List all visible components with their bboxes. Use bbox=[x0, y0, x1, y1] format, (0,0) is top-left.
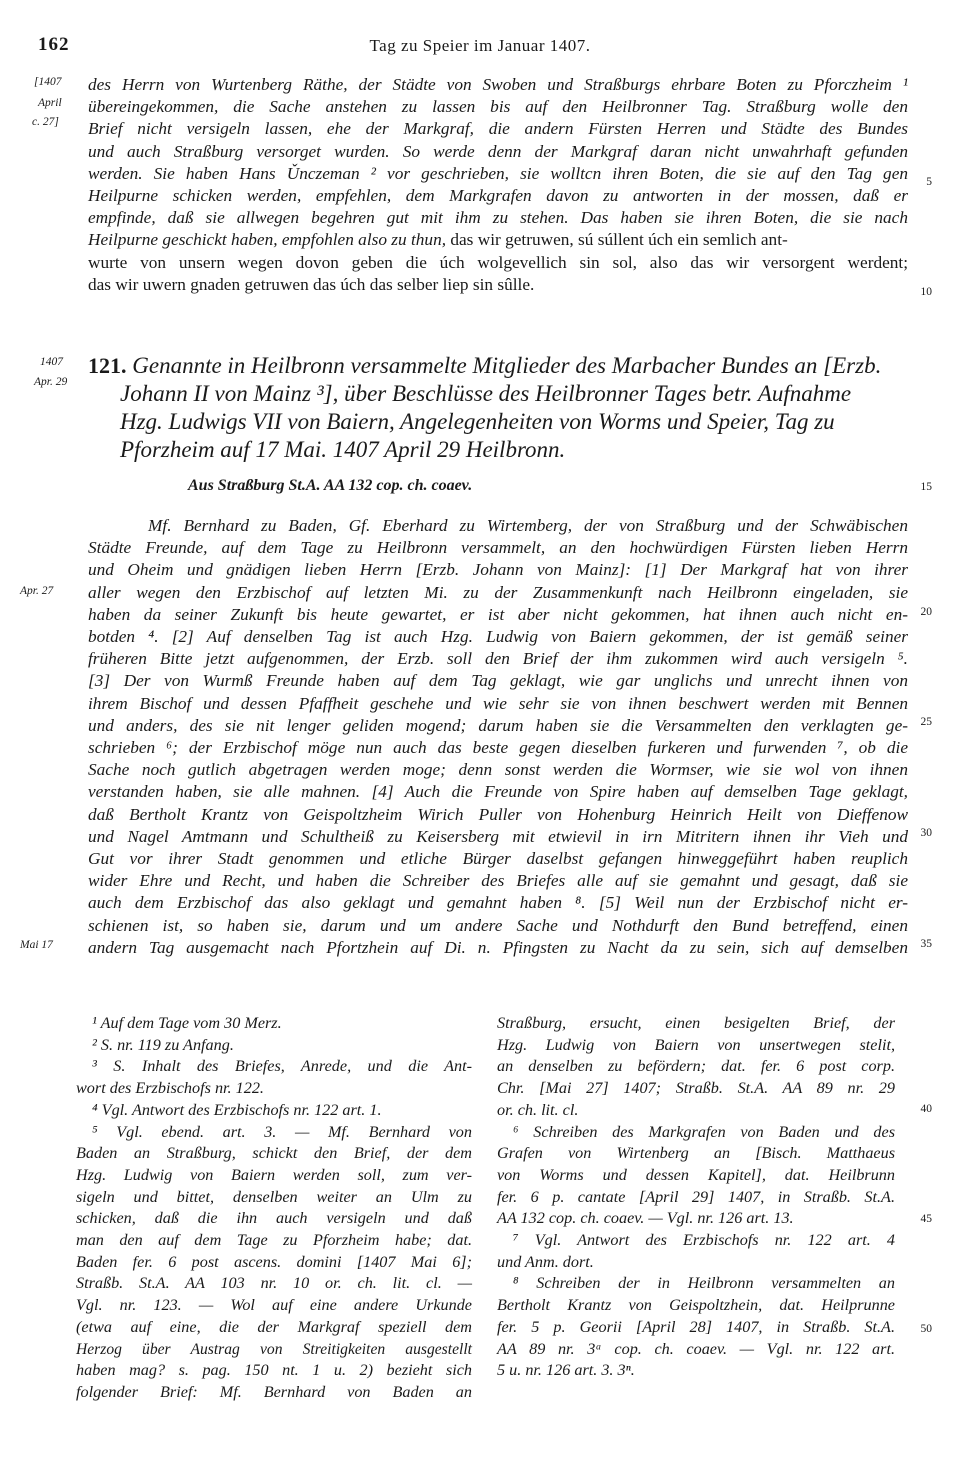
footnote-line: ⁷ Vgl. Antwort des Erzbischofs nr. 122 art. 4 bbox=[513, 1231, 895, 1250]
body-line: andern Tag ausgemacht nach Pfortzhein auf Di. n. Pfingsten zu Nacht da zu sein, sich auf demselben bbox=[88, 937, 908, 957]
margin-date-month: April bbox=[38, 97, 62, 109]
body-line: und anders, des sie nit lenger geliden mogend; darum haben sie die Versammelten den verklagten ge- bbox=[88, 715, 908, 735]
footnote-line: ² S. nr. 119 zu Anfang. bbox=[92, 1035, 234, 1054]
text-line: werden. Sie haben Hans Ǔnczeman ² vor geschrieben, sie wolltcn ihren Boten, die sie auf den Tag gen bbox=[88, 163, 908, 183]
footnote-line: sigeln und bittet, denselben weiter an Ulm zu bbox=[76, 1187, 472, 1206]
document-number: 121. bbox=[88, 353, 127, 378]
footnote-line: 5 u. nr. 126 art. 3. 3ⁿ. bbox=[497, 1361, 635, 1380]
body-line: [3] Der von Wurmß Freunde haben auf dem Tag geklagt, wie gar unglichs und unrecht ihnen von bbox=[88, 671, 908, 691]
heading-line: Johann II von Mainz ³], über Beschlüsse des Heilbronner Tages betr. Aufnahme bbox=[120, 381, 852, 406]
body-line: und Nagel Amtmann und Schultheiß zu Keisersberg mit etwievil in irn Mitritern ihnen ihr Vieh und bbox=[88, 826, 908, 846]
footnote-line: Hzg. Ludwig von Baiern von unsertwegen stelit, bbox=[497, 1035, 895, 1054]
text-segment: das wir getruwen, sú súllent úch ein semlich ant- bbox=[450, 230, 788, 250]
line-number: 50 bbox=[920, 1323, 932, 1335]
body-line: schienen ist, so haben sie, darum und um andere Sache und Nothdurft den Bund betreffend, einen bbox=[88, 915, 908, 935]
body-line: Mf. Bernhard zu Baden, Gf. Eberhard zu Wirtemberg, der von Straßburg und der Schwäbischen bbox=[148, 516, 908, 535]
footnote-line: fer. 5 p. Georii [April 28] 1407, in Straßb. St.A. bbox=[497, 1317, 895, 1336]
document-margin-date: Apr. 29 bbox=[34, 376, 68, 388]
footnote-line: folgender Brief: Mf. Bernhard von Baden an bbox=[76, 1382, 472, 1401]
body-line: Gut vor ihrer Stadt genommen und etliche Bürger daselbst gefangen hinweggeführt haben reuplich bbox=[88, 849, 908, 869]
footnote-line: Grafen von Wirtenberg an [Bisch. Matthaeus bbox=[497, 1144, 895, 1163]
footnote-line: Baden fer. 6 post ascens. domini [1407 Mai 6]; bbox=[76, 1252, 472, 1271]
footnote-line: wort des Erzbischofs nr. 122. bbox=[76, 1079, 264, 1098]
text-line: Brief nicht versigeln lassen, ehe der Markgraf, die andern Fürsten Herren und Städte des Bundes bbox=[88, 119, 908, 139]
body-line: aller wegen den Erzbischof auf letzten Mi. zu der Zusammenkunft nach Heilbronn eingeladen, sie bbox=[88, 582, 908, 602]
margin-date-apr27: Apr. 27 bbox=[20, 585, 54, 597]
footnote-line: Chr. [Mai 27] 1407; Straßb. St.A. AA 89 nr. 29 bbox=[497, 1079, 895, 1098]
body-line: und Oheim und gnädigen lieben Herrn [Erzb. Johann von Mainz]: [1] Der Markgraf hat von ihrer bbox=[88, 560, 908, 580]
document-heading bbox=[88, 352, 908, 464]
text-line: empfinde, daß sie allwegen begehren gut mit ihm zu stehen. Das haben sie ihren Boten, die sie nach bbox=[88, 208, 908, 228]
text-segment: Heilpurne geschickt haben, empfohlen also zu thun, bbox=[88, 230, 447, 250]
footnote-line: fer. 6 p. cantate [April 29] 1407, in Straßb. St.A. bbox=[497, 1187, 895, 1206]
intro-paragraph bbox=[88, 74, 908, 296]
body-line: auch dem Erzbischof das also geklagt und gemahnt haben ⁸. [5] Weil nun der Erzbischof nicht er- bbox=[88, 893, 908, 913]
text-line: des Herrn von Wurtenberg Räthe, der Städte von Swoben und Straßburgs ehrbare Boten zu Pforczheim ¹ bbox=[88, 75, 908, 94]
body-line: ihrem Bischof und dessen Pfaffheit geschehe und wie sehr sie von ihnen beschwert werden mit Bennen bbox=[88, 693, 908, 713]
text-line-mixed bbox=[88, 229, 908, 251]
footnote-line: Vgl. nr. 123. — Wol auf eine andere Urkunde bbox=[76, 1296, 472, 1315]
footnote-line: und Anm. dort. bbox=[497, 1252, 594, 1271]
body-line: wider Ehre und Recht, und haben die Schreiber des Briefes alle auf sie gemahnt und gesagt, daß sie bbox=[88, 871, 908, 891]
line-number: 40 bbox=[920, 1103, 932, 1115]
source-citation: Aus Straßburg St.A. AA 132 cop. ch. coaev. bbox=[188, 477, 473, 494]
running-title: Tag zu Speier im Januar 1407. bbox=[369, 36, 591, 55]
body-line: daß Bertholt Krantz von Geispoltzheim Wirich Puller von Hohenburg Heinrich Heilt von Dieffenow bbox=[88, 804, 908, 824]
heading-text: Genannte in Heilbronn versammelte Mitglieder des Marbacher Bundes an [Erzb. bbox=[132, 353, 882, 378]
footnote-line: ⁶ Schreiben des Markgrafen von Baden und des bbox=[513, 1122, 895, 1141]
footnote-line: or. ch. lit. cl. bbox=[497, 1100, 579, 1119]
footnotes-right-column bbox=[497, 1013, 895, 1382]
margin-date-mai17: Mai 17 bbox=[20, 939, 53, 951]
footnote-line: ⁴ Vgl. Antwort des Erzbischofs nr. 122 art. 1. bbox=[92, 1100, 382, 1119]
body-line: haben da seiner Zukunft bis heute gewartet, er ist aber nicht gekommen, hat ihnen auch nicht en- bbox=[88, 604, 908, 624]
line-number: 5 bbox=[926, 176, 932, 188]
line-number: 35 bbox=[920, 938, 932, 950]
footnote-line: man den auf dem Tage zu Pforzheim habe; dat. bbox=[76, 1231, 472, 1250]
text-line: Heilpurne schicken werden, empfehlen, dem Markgrafen davon zu antworten in der mossen, daß er bbox=[88, 186, 908, 206]
footnote-line: AA 89 nr. 3ᵃ cop. ch. coaev. — Vgl. nr. 122 art. bbox=[497, 1339, 895, 1358]
document-body bbox=[88, 515, 908, 959]
text-line: das wir uwern gnaden getruwen das úch das selber liep sin sûlle. bbox=[88, 274, 535, 294]
body-line: früheren Bitte jetzt aufgenommen, der Erzb. soll den Brief der ihm zukommen wird auch versigeln ⁵. bbox=[88, 649, 908, 669]
line-number: 20 bbox=[920, 606, 932, 618]
footnote-line: Hzg. Ludwig von Baiern werden soll, zum ver- bbox=[76, 1165, 472, 1184]
body-line: Sache noch gutlich abgetragen werden moge; denn sonst werden die Wormser, wie sie wol von ihnen bbox=[88, 760, 908, 780]
footnote-line: ⁵ Vgl. ebend. art. 3. — Mf. Bernhard von bbox=[92, 1122, 472, 1141]
footnote-line: Straßb. St.A. AA 103 nr. 10 or. ch. lit. cl. — bbox=[76, 1274, 472, 1293]
text-line: und auch Straßburg versorget wurden. So werde denn der Markgraf daran nicht unwahrhaft gefunden bbox=[88, 141, 908, 161]
footnote-line: Bertholt Krantz von Geispoltzhein, dat. Heilprunne bbox=[497, 1296, 895, 1315]
body-line: schrieben ⁶; der Erzbischof möge nun auch das beste gegen dieselben furkeren und furwenden ⁷, ob die bbox=[88, 738, 908, 758]
margin-date-day: c. 27] bbox=[32, 116, 59, 128]
text-line: übereingekommen, die Sache anstehen zu lassen bis auf den Heilbronner Tag. Straßburg wolle den bbox=[88, 97, 908, 117]
footnotes-left-column bbox=[76, 1013, 472, 1404]
heading-line: Pforzheim auf 17 Mai. 1407 April 29 Heilbronn. bbox=[120, 437, 566, 462]
footnote-line: Baden an Straßburg, schickt den Brief, der dem bbox=[76, 1144, 472, 1163]
footnote-line: ¹ Auf dem Tage vom 30 Merz. bbox=[92, 1014, 282, 1032]
footnote-line: haben mag? s. pag. 150 nt. 1 u. 2) bezieht sich bbox=[76, 1361, 472, 1380]
line-number: 30 bbox=[920, 827, 932, 839]
footnote-line: ⁸ Schreiben der in Heilbronn versammelten an bbox=[513, 1274, 895, 1293]
footnote-line: an denselben zu befördern; dat. fer. 6 post corp. bbox=[497, 1057, 895, 1076]
margin-date-year: [1407 bbox=[34, 76, 62, 88]
document-margin-year: 1407 bbox=[40, 356, 63, 368]
footnote-line: schicken, daß die ihn auch versigeln und daß bbox=[76, 1209, 472, 1228]
body-line: Städte Freunde, auf dem Tage zu Heilbronn versammelt, an den hochwürdigen Fürsten lieben Herrn bbox=[88, 538, 908, 558]
page-number: 162 bbox=[38, 34, 70, 55]
heading-line bbox=[88, 352, 908, 380]
footnote-line: AA 132 cop. ch. coaev. — Vgl. nr. 126 art. 13. bbox=[497, 1209, 794, 1228]
footnote-line: (etwa auf eine, die der Markgraf speziell dem bbox=[76, 1317, 472, 1336]
line-number: 15 bbox=[920, 481, 932, 493]
footnote-line: von Worms und dessen Kapitel], dat. Heilbrunn bbox=[497, 1165, 895, 1184]
body-line: botden ⁴. [2] Auf denselben Tag ist auch Hzg. Ludwig von Baiern gekommen, der ist gemäß seiner bbox=[88, 627, 908, 647]
line-number: 25 bbox=[920, 716, 932, 728]
footnote-line: Herzog über Austrag von Streitigkeiten ausgestellt bbox=[76, 1340, 472, 1358]
footnote-line: ³ S. Inhalt des Briefes, Anrede, und die Ant- bbox=[92, 1057, 472, 1076]
text-line: wurte von unsern wegen dovon geben die úch wolgevellich sin sol, also das wir versorgent werdent; bbox=[88, 252, 908, 272]
heading-line: Hzg. Ludwigs VII von Baiern, Angelegenheiten von Worms und Speier, Tag zu bbox=[120, 409, 835, 434]
line-number: 10 bbox=[920, 286, 932, 298]
footnote-line: Straßburg, ersucht, einen besigelten Brief, der bbox=[497, 1014, 895, 1032]
line-number: 45 bbox=[920, 1213, 932, 1225]
body-line: verstanden haben, sie alle mahnen. [4] Auch die Freunde von Spire haben auf demselben Tage geklagt, bbox=[88, 782, 908, 802]
